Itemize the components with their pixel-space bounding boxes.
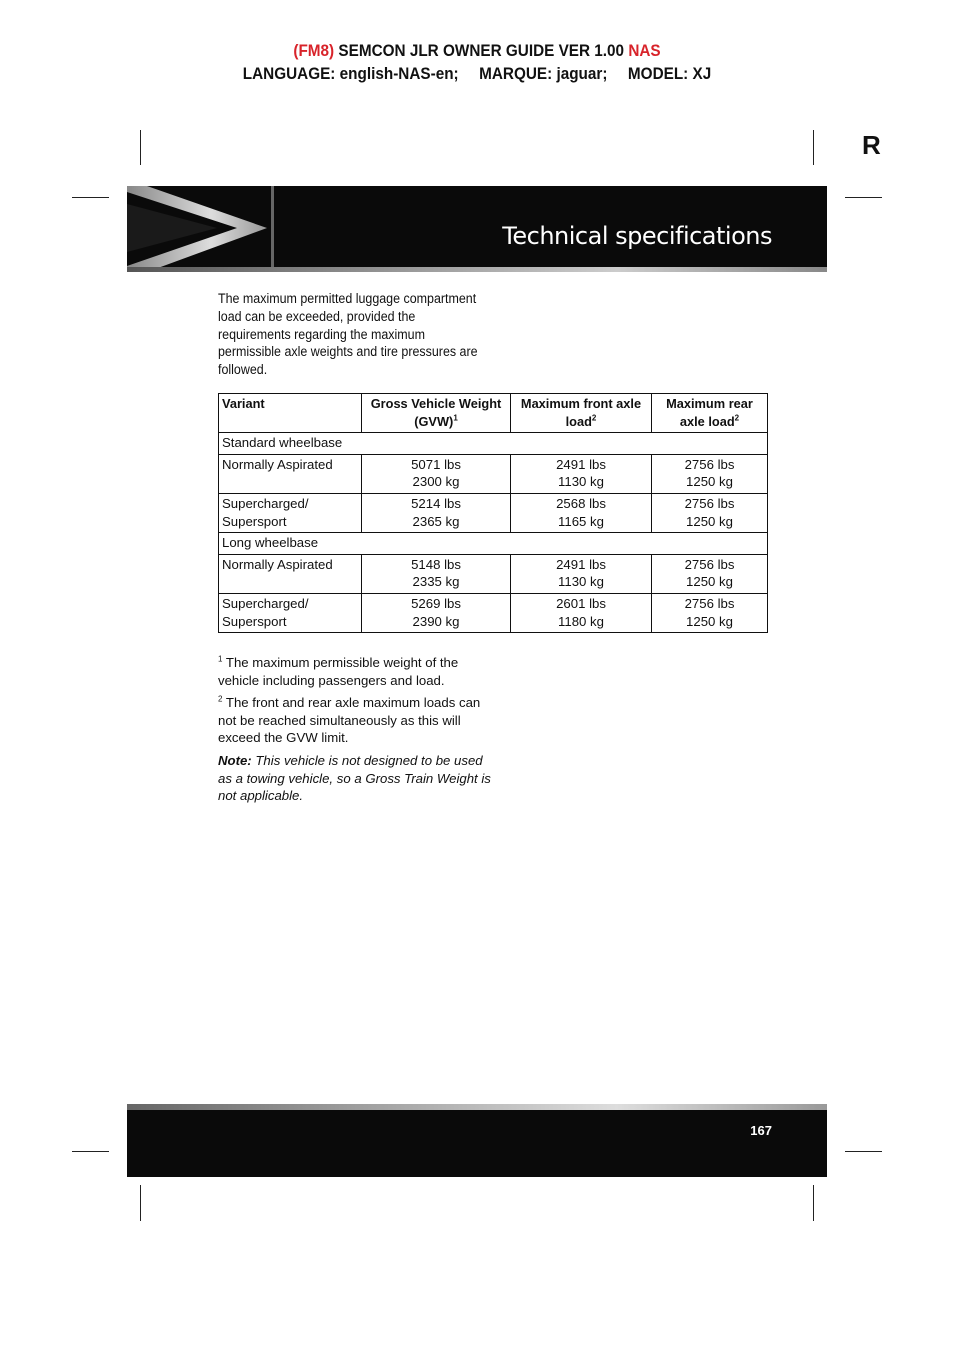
gvw-cell: 5148 lbs 2335 kg [362,554,511,593]
header-marque: MARQUE: jaguar; [479,64,608,83]
section-title: Technical specifications [502,222,772,250]
variant-cell: Supercharged/ Supersport [219,593,362,632]
section-row [219,533,768,555]
header-model: MODEL: XJ [627,64,712,83]
crop-mark [813,1185,814,1221]
variant-cell: Supercharged/ Supersport [219,493,362,532]
footnote-1: $^1$ The maximum permissible weight of the vehicle including passengers and load. [218,654,459,688]
table-row [219,493,768,532]
crop-mark [845,197,882,198]
crop-mark [845,1151,882,1152]
header-variant: Variant [219,394,362,433]
table-header-row [219,394,768,433]
rear-axle-cell: 2756 lbs 1250 kg [652,554,768,593]
weights-table [218,393,768,633]
variant-cell: Normally Aspirated [219,554,362,593]
document-header-line2 [48,64,907,84]
footer-divider [127,1104,827,1110]
header-gvw: Gross Vehicle Weight (GVW)$^1$ [362,394,511,433]
table-row [219,554,768,593]
header-front-axle: Maximum front axle load$^2$ [511,394,652,433]
section-row [219,433,768,455]
front-axle-cell: 2568 lbs 1165 kg [511,493,652,532]
rear-axle-cell: 2756 lbs 1250 kg [652,454,768,493]
banner-divider [127,267,827,272]
chevron-graphic [127,186,287,272]
crop-mark [72,1151,109,1152]
gvw-cell: 5214 lbs 2365 kg [362,493,511,532]
towing-note: Note: This vehicle is not designed to be used as a towing vehicle, so a Gross Train Weight is not applicable. [218,753,491,804]
gvw-cell: 5269 lbs 2390 kg [362,593,511,632]
front-axle-cell: 2601 lbs 1180 kg [511,593,652,632]
table-row [219,454,768,493]
front-axle-cell: 2491 lbs 1130 kg [511,454,652,493]
rear-axle-cell: 2756 lbs 1250 kg [652,493,768,532]
table-row [219,593,768,632]
header-title: SEMCON JLR OWNER GUIDE VER 1.00 [338,41,625,60]
header-language: LANGUAGE: english-NAS-en; [242,64,459,83]
intro-paragraph: The maximum permitted luggage compartment load can be exceeded, provided the requirements regarding the maximum permissible axle weights and tire pressures are followed. [218,291,478,378]
section-label: Standard wheelbase [219,433,768,455]
variant-cell: Normally Aspirated [219,454,362,493]
header-prefix: (FM8) [293,41,335,60]
crop-mark [813,130,814,165]
page-footer [127,1104,827,1177]
footnote-2: $^2$ The front and rear axle maximum loads can not be reached simultaneously as this will exceed the GVW limit. [218,694,481,746]
page-number: 167 [750,1123,772,1138]
crop-mark [72,197,109,198]
document-header-line1 [48,41,907,61]
crop-mark [140,130,141,165]
section-banner [127,186,827,272]
section-tab-letter: R [862,130,881,160]
header-suffix: NAS [628,41,661,60]
gvw-cell: 5071 lbs 2300 kg [362,454,511,493]
section-label: Long wheelbase [219,533,768,555]
front-axle-cell: 2491 lbs 1130 kg [511,554,652,593]
header-rear-axle: Maximum rear axle load$^2$ [652,394,768,433]
rear-axle-cell: 2756 lbs 1250 kg [652,593,768,632]
crop-mark [140,1185,141,1221]
